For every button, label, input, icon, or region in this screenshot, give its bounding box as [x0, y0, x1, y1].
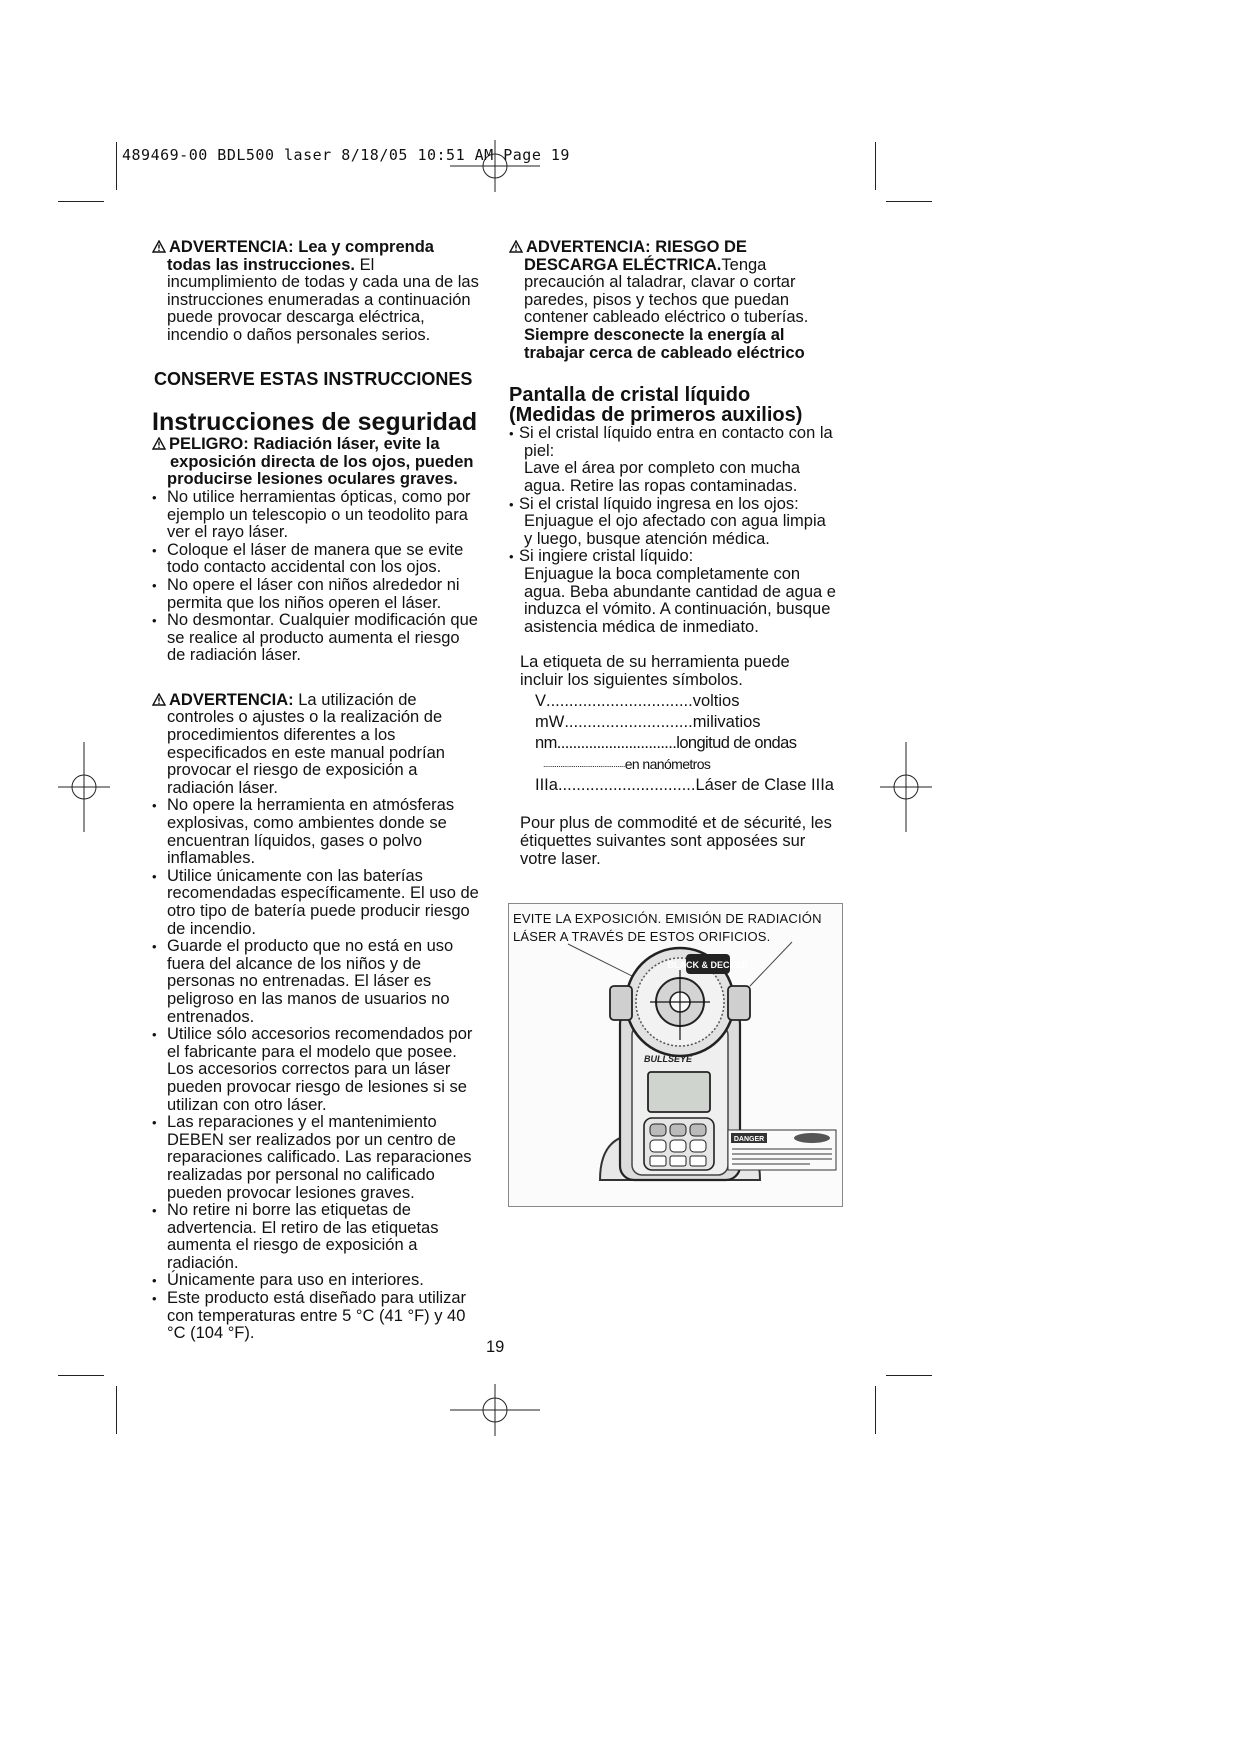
crop-mark — [58, 201, 104, 202]
bullet-list-laser — [152, 489, 492, 665]
list-item: • Las reparaciones y el mantenimiento DEBEN ser realizados por un centro de reparaciones calificado. Las reparaciones realizadas por personal no calificado pueden provocar lesiones graves. — [152, 1114, 492, 1202]
conserve-heading: CONSERVE ESTAS INSTRUCCIONES — [154, 368, 473, 389]
laser-device-illustration — [560, 940, 840, 1202]
list-item: • No utilice herramientas ópticas, como por ejemplo un telescopio o un teodolito para ver el rayo láser. — [152, 489, 492, 542]
crop-mark — [58, 1375, 104, 1376]
right-column: ADVERTENCIA: RIESGO DE DESCARGA ELÉCTRICA.Tenga precaución al taladrar, clavar o cortar paredes, pisos y techos que puedan contener cableado eléctrico o tuberías. Siempre desconecte la energía al trabajar cerca de cableado eléctrico Pantalla de cristal líquido (Medidas de primeros auxilios) • Si el cristal líquido entra en contacto con la piel: Lave el área por completo con mucha agua. Retire las ropas contaminadas. • Si el cristal líquido ingresa en los ojos: Enjuague el ojo afectado con agua limpia y luego, busque atención médica. • Si ingiere cristal líquido: Enjuague la boca completamente con agua. Beba abundante cantidad de agua e induzca el vómito. A continuación, busque asistencia médica de inmediato. La etiqueta de su herramienta puede incluir los siguientes símbolos. V ................................ voltios mW ............................ milivatios nm .............................. longitud de ondas ........................................... en nanómetros IIIa .............................. Láser de Clase IIIa Pour plus de commodité et de sécurité, les étiquettes suivantes sont apposées sur votre laser. — [509, 239, 849, 868]
crop-mark — [116, 1386, 117, 1434]
page-number: 19 — [486, 1338, 505, 1356]
warning-controls: ADVERTENCIA: La utilización de — [152, 692, 492, 710]
symbol-row: ........................................... en nanómetros — [543, 756, 711, 773]
warning-triangle-icon — [152, 240, 166, 253]
symbol-row: nm .............................. longitud de ondas — [535, 734, 797, 753]
label-intro: La etiqueta de su herramienta puede incluir los siguientes símbolos. — [520, 653, 790, 689]
warning-reading: ADVERTENCIA: Lea y comprenda — [152, 239, 492, 257]
left-column: ADVERTENCIA: Lea y comprenda todas las instrucciones. El incumplimiento de todas y cada una de las instrucciones enumeradas a continuación puede provocar descarga eléctrica, incendio o daños personales serios. CONSERVE ESTAS INSTRUCCIONES Instrucciones de seguridad PELIGRO: Radiación láser, evite la exposición directa de los ojos, pueden producirse lesiones oculares graves. • No utilice herramientas ópticas, como por ejemplo un telescopio o un teodolito para ver el rayo láser. • Coloque el láser de manera que se evite todo contacto accidental con los ojos. • No opere el láser con niños alrededor ni permita que los niños operen el láser. • No desmontar. Cualquier modificación que se realice al producto aumenta el riesgo de radiación láser. ADVERTENCIA: La utilización de controles o ajustes o la realización de procedimientos diferentes a los especificados en este manual podrían provocar el riesgo de exposición a radiación láser. • No opere la herramienta en atmósferas explosivas, como ambientes donde se encuentran líquidos, gases o polvo inflamables. • Utilice únicamente con las baterías recomendadas específicamente. El uso de otro tipo de batería puede producir riesgo de incendio. • Guarde el producto que no está en uso fuera del alcance de los niños y de personas no entrenadas. El láser es peligroso en las manos de usuarios no entrenados. • Utilice sólo accesorios recomendados por el fabricante para el modelo que posee. Los accesorios correctos para un láser pueden provocar riesgo de lesiones si se utilizan con otro láser. • Las reparaciones y el mantenimiento DEBEN ser realizados por un centro de reparaciones calificado. Las reparaciones realizadas por personal no calificado pueden provocar lesiones graves. • No retire ni borre las etiquetas de advertencia. El retiro de las etiquetas aumenta el riesgo de exposición a radiación. • Únicamente para uso en interiores. • Este producto está diseñado para utilizar con temperaturas entre 5 °C (41 °F) y 40 °C (104 °F). — [152, 239, 492, 1343]
crop-mark — [875, 1386, 876, 1434]
brand-logo: BLACK & DECKER — [667, 960, 749, 970]
list-item: • No opere la herramienta en atmósferas explosivas, como ambientes donde se encuentran líquidos, gases o polvo inflamables. — [152, 797, 492, 867]
print-slug: 489469-00 BDL500 laser 8/18/05 10:51 AM Page 19 — [122, 146, 570, 164]
danger-label: DANGER — [733, 1136, 765, 1143]
crop-mark — [116, 142, 117, 190]
warning-electric: ADVERTENCIA: RIESGO DE — [509, 239, 849, 257]
lcd-bullets — [509, 425, 849, 636]
crop-mark — [886, 1375, 932, 1376]
symbol-list — [509, 691, 849, 796]
bullet-list-general — [152, 797, 492, 1342]
warning-triangle-icon — [509, 240, 523, 253]
model-logo: BULLSEYE — [644, 1054, 693, 1064]
crop-mark — [875, 142, 876, 190]
list-item: • No opere el láser con niños alrededor ni permita que los niños operen el láser. — [152, 577, 492, 612]
lcd-subtitle: (Medidas de primeros auxilios) — [509, 404, 803, 427]
list-item: • Si el cristal líquido ingresa en los ojos: Enjuague el ojo afectado con agua limpia y luego, busque atención médica. — [509, 496, 849, 549]
safety-title: Instrucciones de seguridad — [152, 408, 478, 437]
figure-caption: EVITE LA EXPOSICIÓN. EMISIÓN DE RADIACIÓN LÁSER A TRAVÉS DE ESTOS ORIFICIOS. — [513, 911, 822, 944]
list-item: • Utilice sólo accesorios recomendados por el fabricante para el modelo que posee. Los accesorios correctos para un láser pueden provocar riesgo de lesiones si se utilizan con otro láser. — [152, 1026, 492, 1114]
list-item: • Utilice únicamente con las baterías recomendadas específicamente. El uso de otro tipo de batería puede producir riesgo de incendio. — [152, 868, 492, 938]
registration-mark — [880, 742, 932, 832]
list-item: • No retire ni borre las etiquetas de advertencia. El retiro de las etiquetas aumenta el riesgo de exposición a radiación. — [152, 1202, 492, 1272]
french-note: Pour plus de commodité et de sécurité, les étiquettes suivantes sont apposées sur votre laser. — [520, 814, 832, 868]
list-item: • Únicamente para uso en interiores. — [152, 1272, 492, 1290]
registration-mark — [450, 1384, 540, 1436]
registration-mark — [58, 742, 110, 832]
list-item: • Coloque el láser de manera que se evite todo contacto accidental con los ojos. — [152, 542, 492, 577]
list-item: • No desmontar. Cualquier modificación que se realice al producto aumenta el riesgo de radiación láser. — [152, 612, 492, 665]
list-item: • Guarde el producto que no está en uso fuera del alcance de los niños y de personas no entrenadas. El láser es peligroso en las manos de usuarios no entrenados. — [152, 938, 492, 1026]
warning-triangle-icon — [152, 693, 166, 706]
list-item: • Este producto está diseñado para utilizar con temperaturas entre 5 °C (41 °F) y 40 °C (104 °F). — [152, 1290, 492, 1343]
symbol-row: IIIa .............................. Láser de Clase IIIa — [535, 776, 834, 795]
symbol-row: mW ............................ milivatios — [535, 713, 761, 732]
lcd-title: Pantalla de cristal líquido — [509, 384, 751, 407]
symbol-row: V ................................ voltios — [535, 692, 740, 711]
list-item: • Si el cristal líquido entra en contacto con la piel: Lave el área por completo con mucha agua. Retire las ropas contaminadas. — [509, 425, 849, 495]
crop-mark — [886, 201, 932, 202]
danger-laser: PELIGRO: Radiación láser, evite la — [152, 436, 492, 454]
warning-triangle-icon — [152, 437, 166, 450]
list-item: • Si ingiere cristal líquido: Enjuague la boca completamente con agua. Beba abundante cantidad de agua e induzca el vómito. A continuación, busque asistencia médica de inmediato. — [509, 548, 849, 636]
